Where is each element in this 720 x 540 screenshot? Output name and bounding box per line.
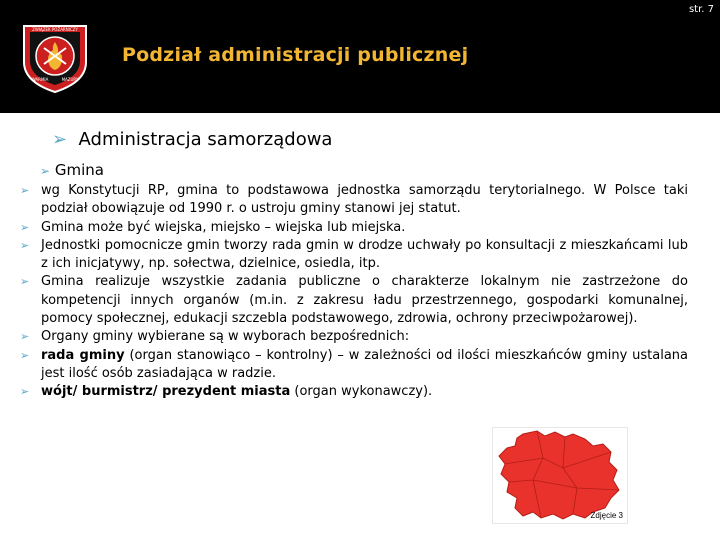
gmina-map-shape <box>493 428 627 523</box>
image-caption: Zdjęcie 3 <box>590 511 623 520</box>
section-heading-text: Administracja samorządowa <box>78 129 333 150</box>
list-item: ➢ wg Konstytucji RP, gmina to podstawowa jednostka samorządu terytorialnego. W Polsce taki podział obowiązuje od 1990 r. o ustroju gminy stanowi jej statut. <box>20 183 688 217</box>
list-item: ➢ Jednostki pomocnicze gmin tworzy rada gmin w drodze uchwały po konsultacji z mieszkańcami lub z ich inicjatywy, np. sołectwa, dzielnice, osiedla, itp. <box>20 237 688 272</box>
page-title: Podział administracji publicznej <box>122 44 469 66</box>
list-item: ➢ Gmina może być wiejska, miejsko – wiejska lub miejska. <box>20 219 688 237</box>
page-number: str. 7 <box>688 4 714 15</box>
bullet-list <box>20 182 688 402</box>
arrow-bullet-icon: ➢ <box>20 184 30 197</box>
logo-bottom-right: MAZURY <box>61 77 79 82</box>
arrow-bullet-icon: ➢ <box>52 129 68 150</box>
arrow-bullet-icon: ➢ <box>20 385 30 399</box>
list-item: ➢ wójt/ burmistrz/ prezydent miasta (organ wykonawczy). <box>20 383 688 401</box>
list-item: ➢ rada gminy (organ stanowiąco – kontrolny) – w zależności od ilości mieszkańców gminy ustalana jest ilość osób zasiadająca w radzie. <box>20 347 688 381</box>
arrow-bullet-icon: ➢ <box>20 238 30 252</box>
gmina-map-image <box>492 427 628 524</box>
arrow-bullet-icon: ➢ <box>20 348 30 362</box>
sub-heading-text: Gmina <box>54 161 104 179</box>
arrow-bullet-icon: ➢ <box>40 164 51 178</box>
arrow-bullet-icon: ➢ <box>20 275 30 289</box>
list-item: ➢ Organy gminy wybierane są w wyborach bezpośrednich: <box>20 328 688 346</box>
logo-bottom-left: WARMIA <box>31 77 49 82</box>
fire-brigade-logo <box>20 20 90 94</box>
logo-top-text: ZWIĄZEK POŻARNICZY <box>32 27 78 32</box>
list-item: ➢ Gmina realizuje wszystkie zadania publiczne o charakterze lokalnym nie zastrzeżone do kompetencji innych organów (m.in. z zakresu ładu przestrzennego, gospodarki komunalnej, pomocy społecznej, edukacji szczebla podstawowego, zdrowia, ochrony przeciwpożarowej). <box>20 274 688 327</box>
sub-heading <box>40 161 104 179</box>
section-heading <box>52 129 332 150</box>
arrow-bullet-icon: ➢ <box>20 220 30 234</box>
slide-content <box>0 113 720 540</box>
arrow-bullet-icon: ➢ <box>20 330 30 344</box>
